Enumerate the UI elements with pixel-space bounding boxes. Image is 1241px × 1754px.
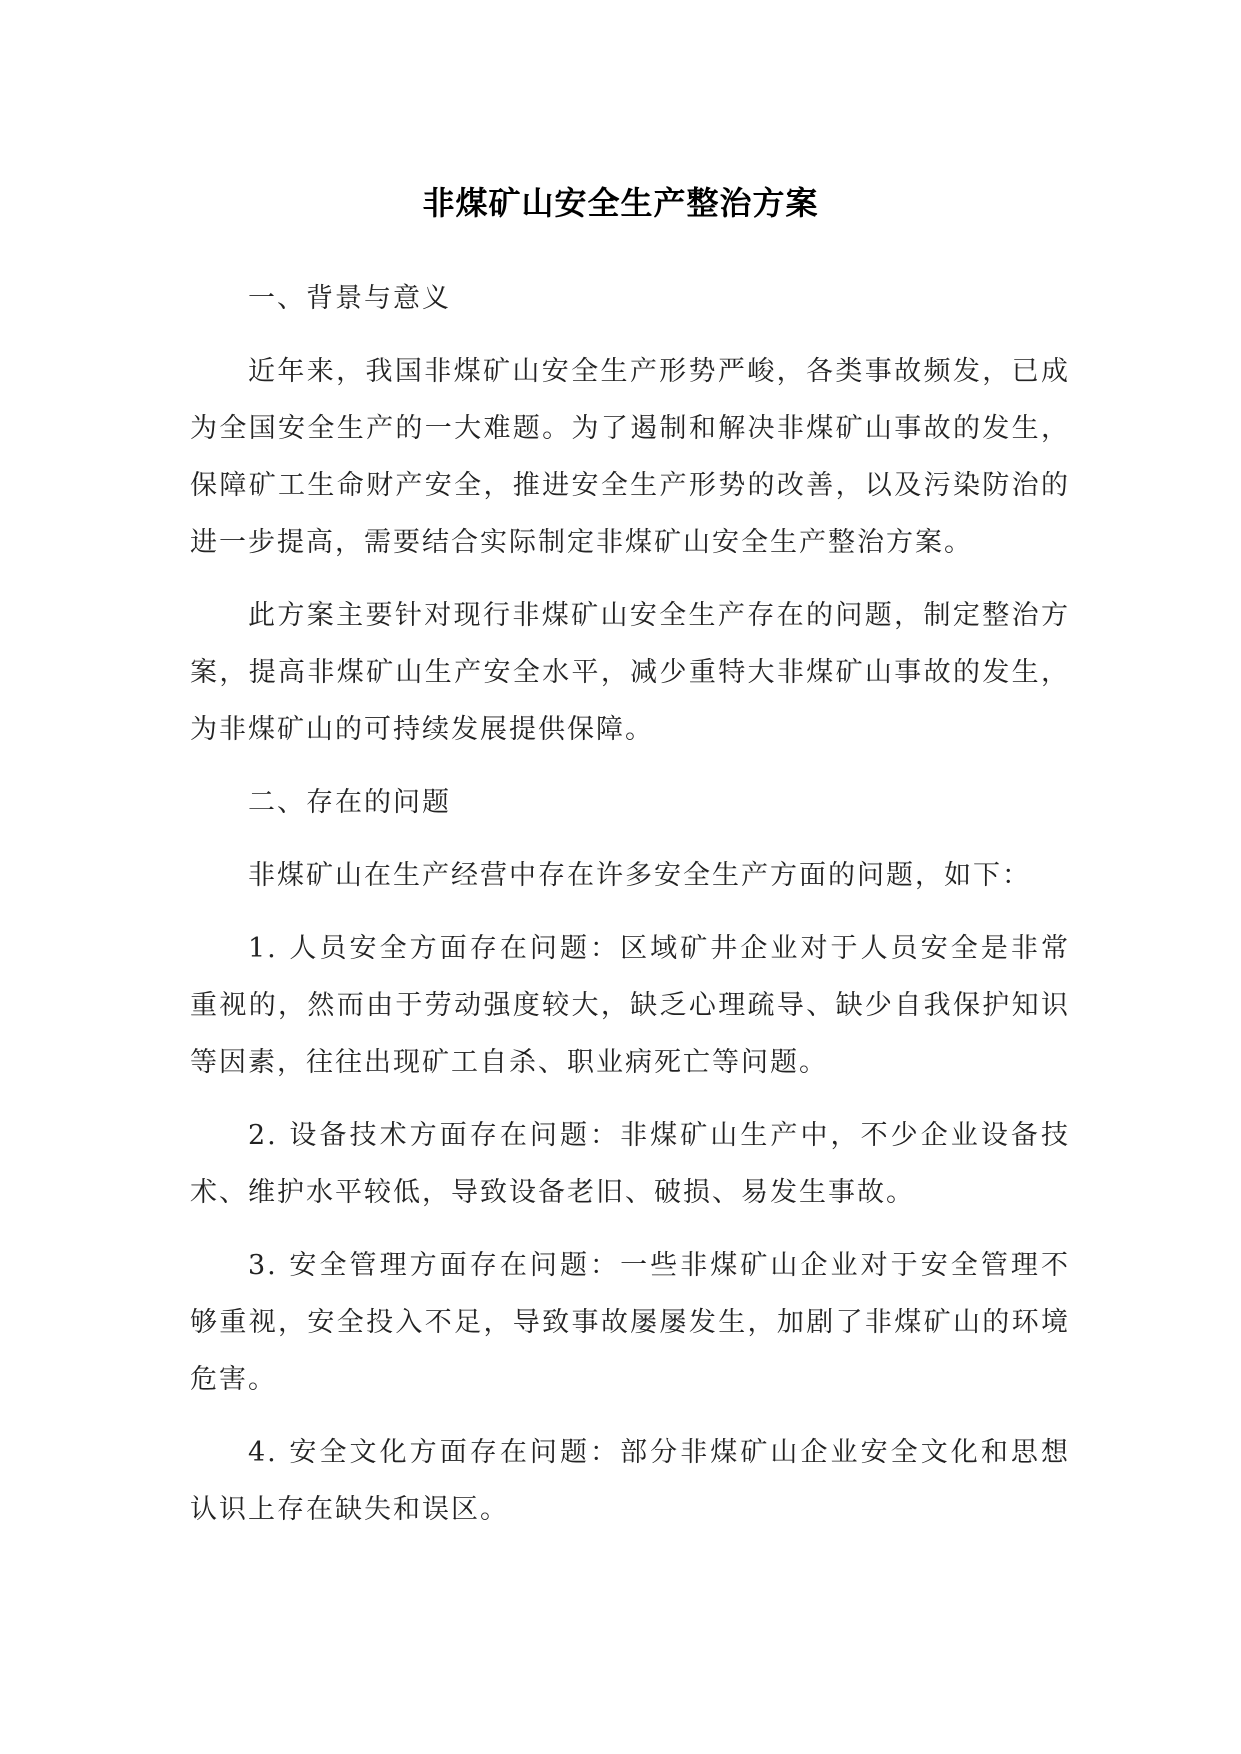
section-heading-problems: 二、存在的问题 — [248, 787, 451, 818]
list-item-safety-culture: 4. 安全文化方面存在问题：部分非煤矿山企业安全文化和思想认识上存在缺失和误区。 — [190, 1437, 1070, 1525]
document-title: 非煤矿山安全生产整治方案 — [422, 184, 819, 222]
paragraph-background-2: 此方案主要针对现行非煤矿山安全生产存在的问题，制定整治方案，提高非煤矿山生产安全水平，减少重特大非煤矿山事故的发生，为非煤矿山的可持续发展提供保障。 — [190, 600, 1070, 745]
list-item-personnel-safety: 1. 人员安全方面存在问题：区域矿井企业对于人员安全是非常重视的，然而由于劳动强度较大，缺乏心理疏导、缺少自我保护知识等因素，往往出现矿工自杀、职业病死亡等问题。 — [190, 933, 1070, 1078]
paragraph-problems-intro: 非煤矿山在生产经营中存在许多安全生产方面的问题，如下： — [248, 860, 1031, 891]
list-item-equipment-technology: 2. 设备技术方面存在问题：非煤矿山生产中，不少企业设备技术、维护水平较低，导致设备老旧、破损、易发生事故。 — [190, 1120, 1070, 1208]
section-heading-background: 一、背景与意义 — [248, 283, 451, 314]
paragraph-background-1: 近年来，我国非煤矿山安全生产形势严峻，各类事故频发，已成为全国安全生产的一大难题。为了遏制和解决非煤矿山事故的发生，保障矿工生命财产安全，推进安全生产形势的改善，以及污染防治的进一步提高，需要结合实际制定非煤矿山安全生产整治方案。 — [190, 356, 1070, 558]
list-item-safety-management: 3. 安全管理方面存在问题：一些非煤矿山企业对于安全管理不够重视，安全投入不足，导致事故屡屡发生，加剧了非煤矿山的环境危害。 — [190, 1250, 1070, 1395]
document-body — [190, 270, 1070, 1554]
